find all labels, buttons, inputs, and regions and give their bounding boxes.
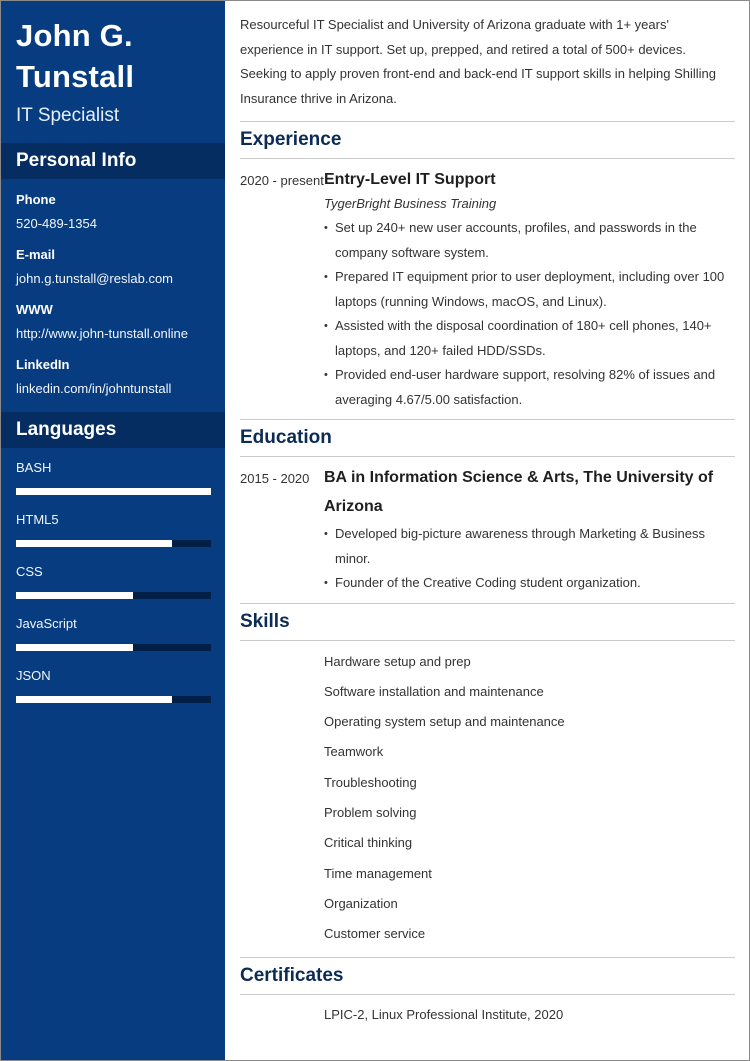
candidate-title: IT Specialist (16, 105, 120, 126)
skills-heading: Skills (240, 604, 735, 641)
certificates-heading: Certificates (240, 958, 735, 995)
language-level-bar (16, 592, 211, 599)
list-item: • Set up 240+ new user accounts, profiles, and passwords in the company software system. (324, 216, 735, 265)
language-name: JavaScript (16, 616, 77, 631)
entry-body (324, 169, 735, 412)
info-label: LinkedIn (16, 357, 70, 372)
list-item: • Founder of the Creative Coding student organization. (324, 571, 735, 596)
info-label: Phone (16, 192, 56, 207)
skill-item: Teamwork (324, 744, 384, 760)
sidebar (1, 1, 225, 1060)
language-item (16, 460, 210, 512)
education-section (240, 420, 735, 604)
phone-value: 520-489-1354 (16, 216, 97, 231)
language-name: BASH (16, 460, 52, 475)
education-heading: Education (240, 420, 735, 457)
email-value: john.g.tunstall@reslab.com (16, 271, 173, 286)
skill-item: Customer service (324, 926, 426, 942)
language-level-fill (16, 592, 133, 599)
personal-info-list (1, 179, 225, 397)
skill-item: Problem solving (324, 804, 417, 820)
language-level-bar (16, 696, 211, 703)
language-level-fill (16, 488, 211, 495)
info-item-www (16, 302, 210, 342)
certificate-item: LPIC-2, Linux Professional Institute, 2020 (324, 1007, 564, 1023)
list-item: • Assisted with the disposal coordination of 180+ cell phones, 140+ laptops, and 120+ failed HDD/SSDs. (324, 314, 735, 363)
language-item (16, 668, 210, 720)
experience-heading: Experience (240, 122, 735, 159)
certificates-section (240, 958, 735, 1027)
entry-dates: 2020 - present (240, 173, 324, 188)
language-item (16, 564, 210, 616)
language-name: HTML5 (16, 512, 59, 527)
info-item-email (16, 247, 210, 287)
degree-title: BA in Information Science & Arts, The University of Arizona (324, 469, 714, 515)
list-item: • Provided end-user hardware support, resolving 82% of issues and averaging 4.67/5.00 satisfaction. (324, 363, 735, 412)
language-item (16, 512, 210, 564)
website-value: http://www.john-tunstall.online (16, 326, 188, 341)
skills-list (240, 641, 735, 959)
entry-body (324, 467, 735, 596)
personal-info-heading: Personal Info (1, 143, 225, 179)
linkedin-value: linkedin.com/in/johntunstall (16, 381, 172, 396)
employer-name: TygerBright Business Training (324, 196, 497, 211)
skill-item: Software installation and maintenance (324, 683, 544, 699)
info-label: E-mail (16, 247, 56, 262)
language-level-fill (16, 696, 172, 703)
language-level-bar (16, 488, 211, 495)
summary-paragraph: Resourceful IT Specialist and University of Arizona graduate with 1+ years' experience in IT support. Set up, prepped, and retired a total of 500+ devices. Seeking to apply proven front-end and back-end IT support skills in helping Shilling Insurance thrive in Arizona. (240, 13, 735, 122)
language-level-bar (16, 540, 211, 547)
job-title: Entry-Level IT Support (324, 171, 496, 188)
info-label: WWW (16, 302, 53, 317)
certificates-list (240, 995, 735, 1027)
experience-section (240, 122, 735, 420)
info-item-phone (16, 192, 210, 232)
candidate-name: John G. Tunstall (16, 18, 135, 94)
languages-list (1, 448, 225, 720)
skill-item: Organization (324, 895, 398, 911)
education-highlights (324, 522, 735, 596)
skill-item: Troubleshooting (324, 774, 417, 790)
main-content (225, 1, 749, 1060)
entry-dates: 2015 - 2020 (240, 471, 310, 486)
skill-item: Operating system setup and maintenance (324, 714, 565, 730)
education-entry (240, 457, 735, 604)
language-name: JSON (16, 668, 51, 683)
language-item (16, 616, 210, 668)
list-item: • Prepared IT equipment prior to user deployment, including over 100 laptops (running Windows, macOS, and Linux). (324, 265, 735, 314)
skill-item: Critical thinking (324, 835, 413, 851)
language-name: CSS (16, 564, 43, 579)
list-item: • Developed big-picture awareness through Marketing & Business minor. (324, 522, 735, 571)
skill-item: Hardware setup and prep (324, 653, 471, 669)
achievement-list (324, 216, 735, 412)
language-level-fill (16, 644, 133, 651)
skill-item: Time management (324, 865, 432, 881)
info-item-linkedin (16, 357, 210, 397)
language-level-bar (16, 644, 211, 651)
language-level-fill (16, 540, 172, 547)
experience-entry (240, 159, 735, 420)
skills-section (240, 604, 735, 959)
languages-heading: Languages (1, 412, 225, 448)
